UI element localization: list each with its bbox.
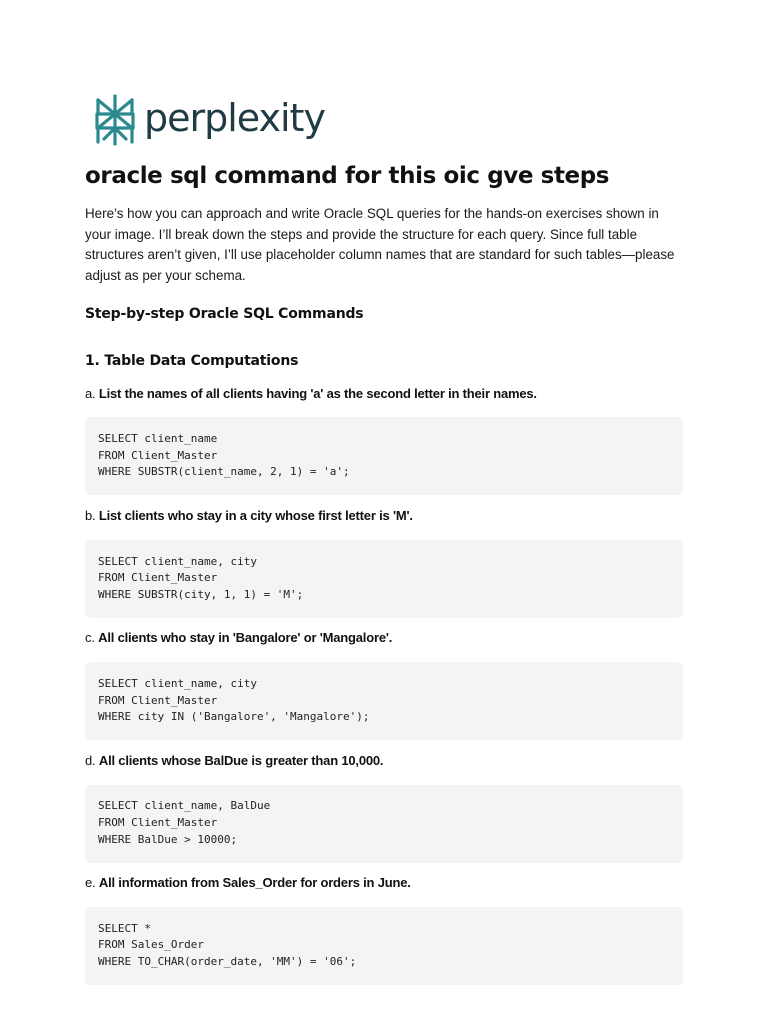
perplexity-logo-icon: [94, 94, 136, 146]
code-line: FROM Client_Master: [98, 816, 218, 829]
code-line: FROM Sales_Order: [98, 938, 204, 951]
code-line: SELECT client_name, city: [98, 677, 257, 690]
task-text: All information from Sales_Order for orders in June.: [98, 875, 411, 890]
task-item: [85, 874, 411, 892]
task-item: [85, 507, 413, 525]
subsection-heading: 1. Table Data Computations: [85, 353, 299, 369]
code-line: WHERE BalDue > 10000;: [98, 833, 238, 846]
task-prefix: e.: [85, 875, 96, 890]
code-line: FROM Client_Master: [98, 694, 218, 707]
page-title: oracle sql command for this oic gve steps: [85, 163, 610, 189]
code-block[interactable]: [85, 785, 683, 863]
task-prefix: b.: [85, 508, 96, 523]
code-line: SELECT client_name, city: [98, 555, 257, 568]
section-heading: Step-by-step Oracle SQL Commands: [85, 306, 364, 322]
task-item: [85, 385, 537, 403]
task-text: List the names of all clients having 'a' as the second letter in their names.: [98, 386, 537, 401]
perplexity-logo: [94, 94, 325, 146]
code-line: SELECT *: [98, 922, 151, 935]
code-line: FROM Client_Master: [98, 449, 218, 462]
task-text: All clients who stay in 'Bangalore' or 'Mangalore'.: [98, 630, 393, 645]
task-text: List clients who stay in a city whose first letter is 'M'.: [98, 508, 413, 523]
code-line: WHERE city IN ('Bangalore', 'Mangalore');: [98, 710, 370, 723]
task-prefix: c.: [85, 630, 95, 645]
task-prefix: a.: [85, 386, 96, 401]
task-item: [85, 752, 383, 770]
code-line: WHERE SUBSTR(client_name, 2, 1) = 'a';: [98, 465, 350, 478]
intro-paragraph: Here’s how you can approach and write Oracle SQL queries for the hands-on exercises shown in your image. I’ll break down the steps and provide the structure for each query. Since full table structures aren’t given, I’ll use placeholder column names that are standard for such tables—please adjust as per your schema.: [85, 206, 675, 283]
code-line: SELECT client_name: [98, 432, 218, 445]
task-prefix: d.: [85, 753, 96, 768]
code-block[interactable]: [85, 662, 683, 740]
task-text: All clients whose BalDue is greater than 10,000.: [98, 753, 384, 768]
code-line: FROM Client_Master: [98, 571, 218, 584]
code-line: WHERE SUBSTR(city, 1, 1) = 'M';: [98, 588, 304, 601]
code-block[interactable]: [85, 417, 683, 495]
task-item: [85, 629, 392, 647]
code-block[interactable]: [85, 540, 683, 618]
code-line: WHERE TO_CHAR(order_date, 'MM') = '06';: [98, 955, 357, 968]
brand-name: perplexity: [144, 96, 325, 140]
code-block[interactable]: [85, 907, 683, 985]
code-line: SELECT client_name, BalDue: [98, 799, 271, 812]
